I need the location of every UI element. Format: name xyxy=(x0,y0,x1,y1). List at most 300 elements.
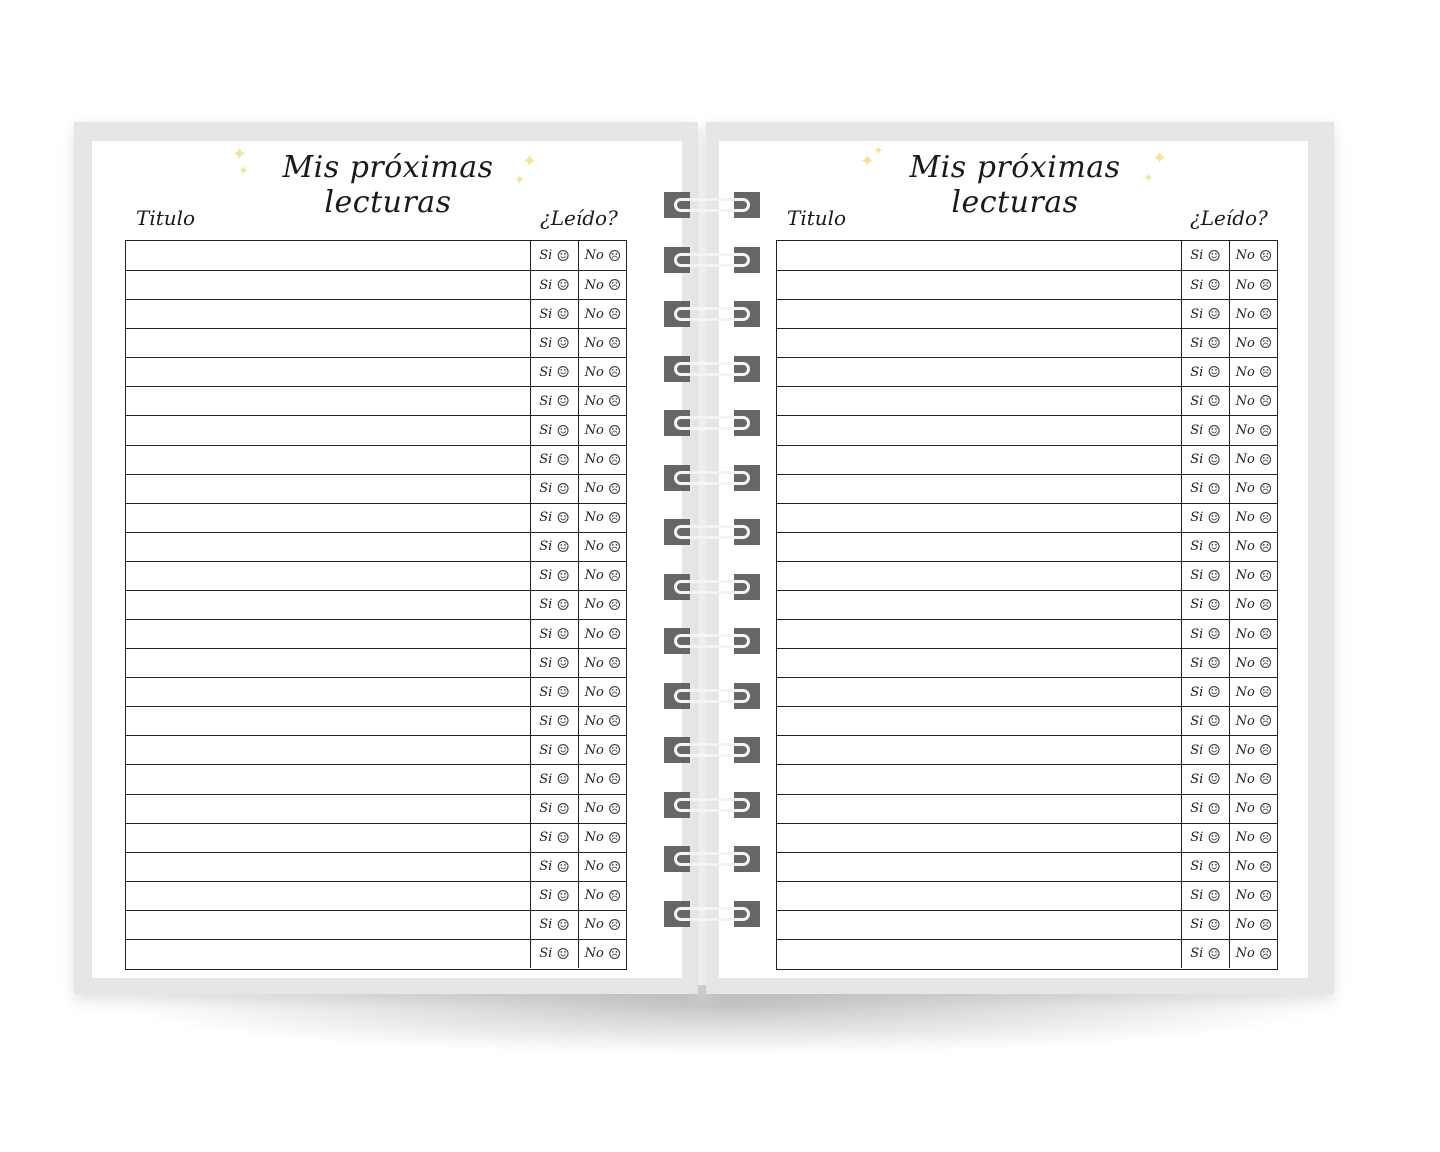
book-title-field[interactable] xyxy=(126,940,531,968)
book-title-field[interactable] xyxy=(126,446,531,474)
read-yes-option[interactable] xyxy=(531,387,579,415)
smile-icon: ☺ xyxy=(1207,363,1221,382)
book-title-field[interactable] xyxy=(777,824,1182,852)
book-title-field[interactable] xyxy=(777,446,1182,474)
read-no-option[interactable] xyxy=(579,649,627,677)
smile-icon: ☺ xyxy=(1207,421,1221,440)
sparkle-icon: ✦ xyxy=(873,144,884,159)
read-no-option[interactable] xyxy=(1230,795,1278,823)
book-title-field[interactable] xyxy=(126,416,531,444)
yes-label: Si xyxy=(539,364,553,380)
yes-label: Si xyxy=(1190,306,1204,322)
read-yes-option[interactable] xyxy=(531,241,579,270)
read-yes-option[interactable] xyxy=(1182,533,1230,561)
frown-icon: ☹ xyxy=(1258,508,1273,527)
read-yes-option[interactable] xyxy=(1182,591,1230,619)
frown-icon: ☹ xyxy=(607,595,622,614)
frown-icon: ☹ xyxy=(1258,421,1273,440)
read-no-option[interactable] xyxy=(579,882,627,910)
read-no-option[interactable] xyxy=(1230,358,1278,386)
yes-label: Si xyxy=(1190,626,1204,642)
read-no-option[interactable] xyxy=(579,271,627,299)
no-label: No xyxy=(1235,510,1255,526)
read-yes-option[interactable] xyxy=(1182,824,1230,852)
smile-icon: ☺ xyxy=(556,363,570,382)
no-label: No xyxy=(584,859,604,875)
table-row xyxy=(777,910,1277,939)
table-row xyxy=(126,735,626,764)
read-yes-option[interactable] xyxy=(531,446,579,474)
read-yes-option[interactable] xyxy=(531,736,579,764)
frown-icon: ☹ xyxy=(607,799,622,818)
read-yes-option[interactable] xyxy=(531,475,579,503)
smile-icon: ☺ xyxy=(1207,334,1221,353)
read-no-option[interactable] xyxy=(1230,387,1278,415)
book-title-field[interactable] xyxy=(126,475,531,503)
frown-icon: ☹ xyxy=(607,363,622,382)
book-title-field[interactable] xyxy=(126,765,531,793)
read-no-option[interactable] xyxy=(1230,678,1278,706)
read-yes-option[interactable] xyxy=(1182,649,1230,677)
read-yes-option[interactable] xyxy=(531,562,579,590)
read-yes-option[interactable] xyxy=(1182,358,1230,386)
frown-icon: ☹ xyxy=(607,537,622,556)
table-row xyxy=(126,299,626,328)
yes-label: Si xyxy=(539,626,553,642)
read-yes-option[interactable] xyxy=(1182,416,1230,444)
frown-icon: ☹ xyxy=(607,741,622,760)
read-no-option[interactable] xyxy=(579,824,627,852)
yes-label: Si xyxy=(1190,946,1204,962)
read-yes-option[interactable] xyxy=(1182,329,1230,357)
book-title-field[interactable] xyxy=(777,940,1182,968)
frown-icon: ☹ xyxy=(607,392,622,411)
read-no-option[interactable] xyxy=(579,620,627,648)
table-row xyxy=(126,445,626,474)
smile-icon: ☺ xyxy=(1207,392,1221,411)
read-yes-option[interactable] xyxy=(1182,707,1230,735)
read-no-option[interactable] xyxy=(579,358,627,386)
binding-ring xyxy=(664,846,760,872)
table-row xyxy=(126,823,626,852)
read-yes-option[interactable] xyxy=(1182,562,1230,590)
yes-label: Si xyxy=(1190,393,1204,409)
frown-icon: ☹ xyxy=(607,944,622,963)
read-no-option[interactable] xyxy=(1230,707,1278,735)
no-label: No xyxy=(584,742,604,758)
read-no-option[interactable] xyxy=(1230,853,1278,881)
read-yes-option[interactable] xyxy=(1182,765,1230,793)
read-yes-option[interactable] xyxy=(531,940,579,968)
read-no-option[interactable] xyxy=(1230,882,1278,910)
read-no-option[interactable] xyxy=(579,707,627,735)
yes-label: Si xyxy=(1190,771,1204,787)
binding-ring xyxy=(664,192,760,218)
yes-label: Si xyxy=(1190,481,1204,497)
no-label: No xyxy=(1235,364,1255,380)
table-row xyxy=(777,939,1277,968)
book-title-field[interactable] xyxy=(126,387,531,415)
book-title-field[interactable] xyxy=(126,271,531,299)
table-row xyxy=(777,503,1277,532)
no-label: No xyxy=(584,510,604,526)
read-yes-option[interactable] xyxy=(1182,882,1230,910)
read-yes-option[interactable] xyxy=(531,533,579,561)
yes-label: Si xyxy=(1190,684,1204,700)
smile-icon: ☺ xyxy=(1207,741,1221,760)
read-no-option[interactable] xyxy=(579,300,627,328)
yes-label: Si xyxy=(539,481,553,497)
read-yes-option[interactable] xyxy=(1182,911,1230,939)
table-row xyxy=(777,648,1277,677)
no-label: No xyxy=(1235,946,1255,962)
read-no-option[interactable] xyxy=(1230,446,1278,474)
smile-icon: ☺ xyxy=(1207,595,1221,614)
no-label: No xyxy=(584,655,604,671)
book-title-field[interactable] xyxy=(777,300,1182,328)
book-title-field[interactable] xyxy=(777,765,1182,793)
table-row xyxy=(126,910,626,939)
reading-table-left xyxy=(125,240,627,970)
book-title-field[interactable] xyxy=(777,271,1182,299)
read-no-option[interactable] xyxy=(579,765,627,793)
frown-icon: ☹ xyxy=(1258,770,1273,789)
read-no-option[interactable] xyxy=(579,795,627,823)
read-yes-option[interactable] xyxy=(1182,241,1230,270)
binding-ring xyxy=(664,410,760,436)
sparkle-icon: ✦ xyxy=(232,144,248,165)
read-yes-option[interactable] xyxy=(1182,853,1230,881)
no-label: No xyxy=(584,539,604,555)
read-no-option[interactable] xyxy=(1230,736,1278,764)
read-yes-option[interactable] xyxy=(531,824,579,852)
binding-ring xyxy=(664,901,760,927)
book-title-field[interactable] xyxy=(777,533,1182,561)
smile-icon: ☺ xyxy=(1207,712,1221,731)
frown-icon: ☹ xyxy=(1258,944,1273,963)
book-title-field[interactable] xyxy=(777,795,1182,823)
yes-label: Si xyxy=(1190,655,1204,671)
book-title-field[interactable] xyxy=(777,504,1182,532)
read-yes-option[interactable] xyxy=(1182,795,1230,823)
read-no-option[interactable] xyxy=(579,940,627,968)
read-no-option[interactable] xyxy=(579,504,627,532)
read-no-option[interactable] xyxy=(1230,562,1278,590)
book-title-field[interactable] xyxy=(777,736,1182,764)
book-title-field[interactable] xyxy=(777,649,1182,677)
read-yes-option[interactable] xyxy=(531,416,579,444)
read-no-option[interactable] xyxy=(579,387,627,415)
no-label: No xyxy=(584,248,604,264)
yes-label: Si xyxy=(539,946,553,962)
book-title-field[interactable] xyxy=(777,241,1182,270)
sparkle-icon: ✦ xyxy=(860,151,876,172)
no-label: No xyxy=(1235,771,1255,787)
book-title-field[interactable] xyxy=(126,358,531,386)
read-no-option[interactable] xyxy=(1230,620,1278,648)
read-yes-option[interactable] xyxy=(531,707,579,735)
smile-icon: ☺ xyxy=(556,276,570,295)
book-title-field[interactable] xyxy=(126,329,531,357)
table-row xyxy=(126,532,626,561)
table-row xyxy=(126,415,626,444)
read-yes-option[interactable] xyxy=(1182,940,1230,968)
read-no-option[interactable] xyxy=(579,446,627,474)
smile-icon: ☺ xyxy=(556,741,570,760)
frown-icon: ☹ xyxy=(607,770,622,789)
yes-label: Si xyxy=(539,917,553,933)
smile-icon: ☺ xyxy=(556,770,570,789)
binding-ring xyxy=(664,301,760,327)
no-label: No xyxy=(584,801,604,817)
smile-icon: ☺ xyxy=(1207,508,1221,527)
sparkle-icon: ✦ xyxy=(514,173,525,188)
smile-icon: ☺ xyxy=(1207,246,1221,265)
smile-icon: ☺ xyxy=(1207,305,1221,324)
read-no-option[interactable] xyxy=(1230,911,1278,939)
book-title-field[interactable] xyxy=(777,475,1182,503)
smile-icon: ☺ xyxy=(556,537,570,556)
read-no-option[interactable] xyxy=(1230,533,1278,561)
binding-ring xyxy=(664,519,760,545)
title-column-header-left: Titulo xyxy=(136,206,196,230)
no-label: No xyxy=(1235,830,1255,846)
read-no-option[interactable] xyxy=(579,533,627,561)
book-title-field[interactable] xyxy=(777,591,1182,619)
smile-icon: ☺ xyxy=(1207,857,1221,876)
smile-icon: ☺ xyxy=(556,683,570,702)
book-title-field[interactable] xyxy=(126,504,531,532)
smile-icon: ☺ xyxy=(1207,799,1221,818)
table-row xyxy=(777,823,1277,852)
read-column-header-left: ¿Leído? xyxy=(540,206,618,230)
binding-ring xyxy=(664,737,760,763)
read-no-option[interactable] xyxy=(579,562,627,590)
smile-icon: ☺ xyxy=(556,857,570,876)
frown-icon: ☹ xyxy=(1258,915,1273,934)
frown-icon: ☹ xyxy=(1258,450,1273,469)
read-no-option[interactable] xyxy=(1230,765,1278,793)
yes-label: Si xyxy=(539,597,553,613)
book-title-field[interactable] xyxy=(126,241,531,270)
book-title-field[interactable] xyxy=(126,649,531,677)
drop-shadow xyxy=(110,985,1340,1055)
table-row xyxy=(777,445,1277,474)
no-label: No xyxy=(1235,452,1255,468)
book-title-field[interactable] xyxy=(126,562,531,590)
read-no-option[interactable] xyxy=(1230,504,1278,532)
yes-label: Si xyxy=(539,510,553,526)
no-label: No xyxy=(584,888,604,904)
table-row xyxy=(126,590,626,619)
book-title-field[interactable] xyxy=(126,911,531,939)
read-yes-option[interactable] xyxy=(531,911,579,939)
read-yes-option[interactable] xyxy=(531,271,579,299)
smile-icon: ☺ xyxy=(556,712,570,731)
smile-icon: ☺ xyxy=(1207,944,1221,963)
smile-icon: ☺ xyxy=(556,246,570,265)
book-title-field[interactable] xyxy=(126,300,531,328)
yes-label: Si xyxy=(1190,510,1204,526)
table-row xyxy=(126,357,626,386)
read-no-option[interactable] xyxy=(579,911,627,939)
yes-label: Si xyxy=(539,742,553,758)
read-yes-option[interactable] xyxy=(531,678,579,706)
read-no-option[interactable] xyxy=(579,475,627,503)
book-title-field[interactable] xyxy=(777,416,1182,444)
yes-label: Si xyxy=(1190,364,1204,380)
read-yes-option[interactable] xyxy=(1182,475,1230,503)
table-row xyxy=(777,474,1277,503)
book-title-field[interactable] xyxy=(126,824,531,852)
sparkle-icon: ✦ xyxy=(522,151,538,172)
yes-label: Si xyxy=(539,539,553,555)
smile-icon: ☺ xyxy=(556,799,570,818)
table-row xyxy=(126,503,626,532)
read-yes-option[interactable] xyxy=(531,795,579,823)
read-no-option[interactable] xyxy=(579,736,627,764)
table-row xyxy=(126,677,626,706)
table-row xyxy=(126,474,626,503)
table-row xyxy=(126,764,626,793)
no-label: No xyxy=(1235,888,1255,904)
table-row xyxy=(126,561,626,590)
frown-icon: ☹ xyxy=(1258,305,1273,324)
book-title-field[interactable] xyxy=(777,358,1182,386)
read-no-option[interactable] xyxy=(1230,649,1278,677)
no-label: No xyxy=(1235,335,1255,351)
yes-label: Si xyxy=(1190,742,1204,758)
smile-icon: ☺ xyxy=(556,595,570,614)
frown-icon: ☹ xyxy=(607,276,622,295)
read-no-option[interactable] xyxy=(1230,329,1278,357)
read-yes-option[interactable] xyxy=(531,882,579,910)
book-title-field[interactable] xyxy=(777,853,1182,881)
book-title-field[interactable] xyxy=(777,678,1182,706)
book-title-field[interactable] xyxy=(126,591,531,619)
read-yes-option[interactable] xyxy=(531,649,579,677)
frown-icon: ☹ xyxy=(1258,566,1273,585)
yes-label: Si xyxy=(539,335,553,351)
read-no-option[interactable] xyxy=(579,678,627,706)
read-yes-option[interactable] xyxy=(531,300,579,328)
smile-icon: ☺ xyxy=(556,654,570,673)
frown-icon: ☹ xyxy=(607,334,622,353)
table-row xyxy=(777,619,1277,648)
yes-label: Si xyxy=(1190,888,1204,904)
book-title-field[interactable] xyxy=(126,853,531,881)
read-yes-option[interactable] xyxy=(531,358,579,386)
frown-icon: ☹ xyxy=(607,479,622,498)
no-label: No xyxy=(1235,393,1255,409)
book-title-field[interactable] xyxy=(126,736,531,764)
read-yes-option[interactable] xyxy=(1182,504,1230,532)
book-title-field[interactable] xyxy=(126,707,531,735)
table-row xyxy=(126,241,626,270)
smile-icon: ☺ xyxy=(1207,683,1221,702)
read-no-option[interactable] xyxy=(579,329,627,357)
read-yes-option[interactable] xyxy=(1182,678,1230,706)
smile-icon: ☺ xyxy=(556,305,570,324)
book-title-field[interactable] xyxy=(777,387,1182,415)
no-label: No xyxy=(584,393,604,409)
read-yes-option[interactable] xyxy=(531,853,579,881)
table-row xyxy=(777,706,1277,735)
binding-ring xyxy=(664,247,760,273)
read-yes-option[interactable] xyxy=(1182,300,1230,328)
read-no-option[interactable] xyxy=(579,853,627,881)
read-no-option[interactable] xyxy=(1230,591,1278,619)
book-title-field[interactable] xyxy=(777,707,1182,735)
frown-icon: ☹ xyxy=(607,246,622,265)
no-label: No xyxy=(1235,248,1255,264)
no-label: No xyxy=(1235,917,1255,933)
book-title-field[interactable] xyxy=(126,882,531,910)
read-yes-option[interactable] xyxy=(1182,736,1230,764)
read-no-option[interactable] xyxy=(1230,824,1278,852)
read-no-option[interactable] xyxy=(1230,300,1278,328)
yes-label: Si xyxy=(1190,830,1204,846)
read-yes-option[interactable] xyxy=(531,329,579,357)
frown-icon: ☹ xyxy=(607,828,622,847)
frown-icon: ☹ xyxy=(1258,683,1273,702)
yes-label: Si xyxy=(539,888,553,904)
table-row xyxy=(777,677,1277,706)
read-no-option[interactable] xyxy=(579,591,627,619)
read-yes-option[interactable] xyxy=(531,765,579,793)
binding-ring xyxy=(664,628,760,654)
yes-label: Si xyxy=(539,655,553,671)
read-yes-option[interactable] xyxy=(531,504,579,532)
read-no-option[interactable] xyxy=(1230,940,1278,968)
frown-icon: ☹ xyxy=(1258,741,1273,760)
frown-icon: ☹ xyxy=(1258,625,1273,644)
sparkle-icon: ✦ xyxy=(1152,148,1168,169)
book-title-field[interactable] xyxy=(777,882,1182,910)
book-title-field[interactable] xyxy=(777,620,1182,648)
book-title-field[interactable] xyxy=(126,795,531,823)
read-yes-option[interactable] xyxy=(531,591,579,619)
frown-icon: ☹ xyxy=(607,305,622,324)
page-title-left: Mis próximas lecturas xyxy=(282,150,494,220)
table-row xyxy=(777,241,1277,270)
read-no-option[interactable] xyxy=(1230,475,1278,503)
read-yes-option[interactable] xyxy=(1182,387,1230,415)
read-yes-option[interactable] xyxy=(1182,446,1230,474)
read-yes-option[interactable] xyxy=(531,620,579,648)
read-no-option[interactable] xyxy=(1230,241,1278,270)
read-yes-option[interactable] xyxy=(1182,271,1230,299)
no-label: No xyxy=(1235,655,1255,671)
read-yes-option[interactable] xyxy=(1182,620,1230,648)
table-row xyxy=(777,852,1277,881)
book-title-field[interactable] xyxy=(777,911,1182,939)
read-no-option[interactable] xyxy=(579,241,627,270)
book-title-field[interactable] xyxy=(126,678,531,706)
smile-icon: ☺ xyxy=(1207,450,1221,469)
table-row xyxy=(126,648,626,677)
book-title-field[interactable] xyxy=(126,533,531,561)
no-label: No xyxy=(584,597,604,613)
book-title-field[interactable] xyxy=(126,620,531,648)
book-title-field[interactable] xyxy=(777,329,1182,357)
frown-icon: ☹ xyxy=(607,654,622,673)
read-no-option[interactable] xyxy=(1230,271,1278,299)
smile-icon: ☺ xyxy=(1207,770,1221,789)
read-no-option[interactable] xyxy=(579,416,627,444)
book-title-field[interactable] xyxy=(777,562,1182,590)
read-no-option[interactable] xyxy=(1230,416,1278,444)
